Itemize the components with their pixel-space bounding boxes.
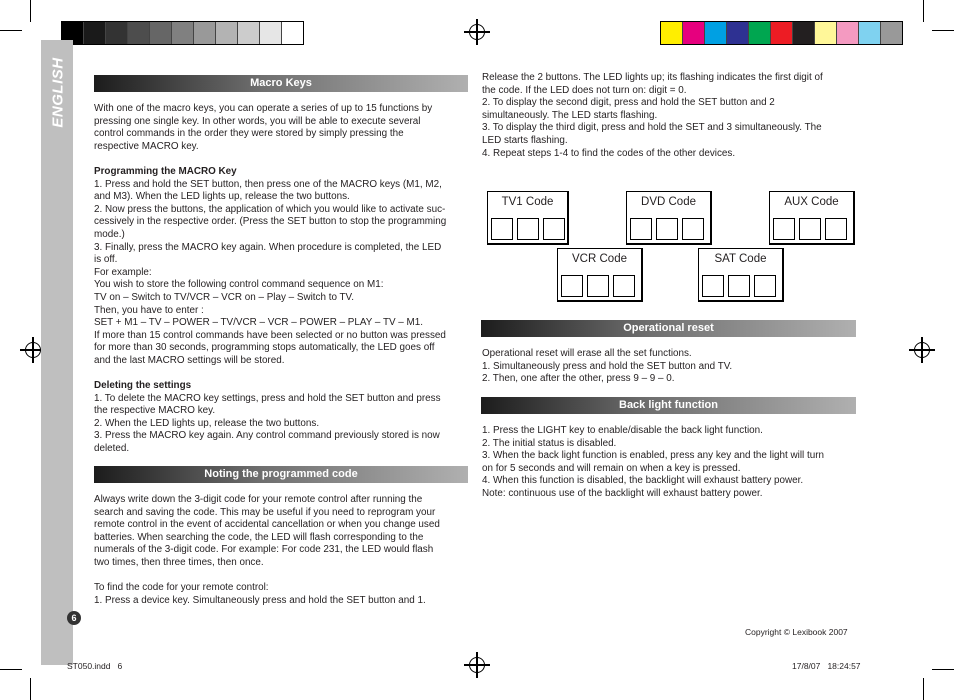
text-line: two times, then three times, then once. [94,556,264,568]
crop-mark [923,678,924,700]
dvd-code-box [626,191,712,245]
text-line: 1. Press and hold the SET button, then press one of the MACRO keys (M1, M2, [94,178,442,190]
digit-cell [543,218,565,240]
text-line: is off. [94,254,118,266]
text-line: To find the code for your remote control: [94,582,269,594]
code-box-label: VCR Code [572,253,627,265]
text-line: 2. When the LED lights up, release the two buttons. [94,417,320,429]
text-line: control commands in the order they were stored by simply pressing the [94,128,404,140]
digit-cell [613,275,635,297]
text-line: 1. Simultaneously press and hold the SET button and TV. [482,360,733,372]
grayscale-swatch-bar [61,21,304,45]
text-line: for more than 30 seconds, programming stops automatically, the LED goes off [94,342,435,354]
page-number: 6 [67,611,81,625]
digit-cell [728,275,750,297]
text-line: You wish to store the following control command sequence on M1: [94,279,384,291]
sat-code-box [698,248,784,302]
digit-cell [799,218,821,240]
crop-mark [932,30,954,31]
crop-mark [30,0,31,22]
text-line: respective MACRO key. [94,140,199,152]
text-line: Always write down the 3-digit code for your remote control after running the [94,494,423,505]
text-line: SET + M1 – TV – POWER – TV/VCR – VCR – POWER – PLAY – TV – M1. [94,317,424,329]
text-line: For example: [94,266,152,278]
text-line: 2. The initial status is disabled. [482,437,617,449]
text-line: 3. To display the third digit, press and hold the SET and 3 simultaneously. The [482,122,822,134]
text-line: 1. Press a device key. Simultaneously press and hold the SET button and 1. [94,594,426,606]
text-line: and M3). When the LED lights up, release the two buttons. [94,191,350,203]
text-line: on for 5 seconds and will remain on when a key is pressed. [482,462,741,474]
color-swatch [150,22,172,44]
crop-mark [0,30,22,31]
noting-code-text [94,494,474,607]
print-timestamp: 17/8/07 18:24:57 [792,661,861,671]
text-line: simultaneously. The LED starts flashing. [482,109,658,121]
text-line: TV on – Switch to TV/VCR – VCR on – Play – Switch to TV. [94,291,354,303]
digit-cell [656,218,678,240]
text-line: 3. Finally, press the MACRO key again. When procedure is completed, the LED [94,241,442,253]
text-line: 2. Now press the buttons, the application of which you would like to activate suc- [94,203,446,215]
color-swatch [771,22,793,44]
text-line: 1. Press the LIGHT key to enable/disable the back light function. [482,425,763,436]
text-line: numerals of the 3-digit code. For example: For code 231, the LED would flash [94,544,434,556]
back-light-text [482,425,862,501]
digit-cells [702,275,776,297]
text-line: and the last MACRO settings will be stored. [94,354,285,366]
text-line: search and saving the code. This may be useful if you need to reprogram your [94,506,436,518]
back-light-body [482,425,862,501]
digit-cell [702,275,724,297]
digit-cell [754,275,776,297]
color-swatch [172,22,194,44]
operational-reset-body [482,348,862,386]
text-line: 3. When the back light function is enabled, press any key and the light will turn [482,450,824,462]
digit-cell [517,218,539,240]
color-swatch [84,22,106,44]
code-box-label: DVD Code [641,196,696,208]
text-line: With one of the macro keys, you can operate a series of up to 15 functions by [94,103,433,114]
registration-mark-icon [469,24,485,40]
digit-cells [491,218,565,240]
deleting-title: Deleting the settings [94,380,192,392]
text-line: pressing one single key. In other words, you will be able to execute several [94,115,421,127]
noting-code-body [94,494,474,570]
copyright: Copyright © Lexibook 2007 [745,627,848,637]
section-heading-operational-reset: Operational reset [481,320,856,337]
digit-cells [773,218,847,240]
color-swatch [106,22,128,44]
text-line: remote control in the event of accidental cancellation or when you change used [94,519,440,531]
left-column-text [94,103,474,456]
digit-cells [561,275,635,297]
text-line: Release the 2 buttons. The LED lights up; its flashing indicates the first digit of [482,72,823,83]
text-line: cessively in the respective order. (Press the SET button to stop the programming [94,216,447,228]
language-label: ENGLISH [49,57,67,128]
text-line: deleted. [94,443,130,455]
text-line: If more than 15 control commands have been selected or no button was pressed [94,329,446,341]
text-line: 1. To delete the MACRO key settings, press and hold the SET button and press [94,392,441,404]
digit-cell [491,218,513,240]
operational-reset-text [482,348,862,386]
color-swatch [837,22,859,44]
language-tab [40,54,74,138]
color-swatch [859,22,881,44]
text-line: Operational reset will erase all the set functions. [482,348,692,359]
text-line: 2. Then, one after the other, press 9 – 9 – 0. [482,373,675,385]
registration-mark-icon [25,342,41,358]
color-swatch [793,22,815,44]
programming-title: Programming the MACRO Key [94,165,237,177]
aux-code-box [769,191,855,245]
digit-cell [825,218,847,240]
text-line: 2. To display the second digit, press and hold the SET button and 2 [482,97,775,109]
registration-mark-icon [914,342,930,358]
text-line: the code. If the LED does not turn on: digit = 0. [482,84,687,96]
tv1-code-box [487,191,569,245]
vcr-code-box [557,248,643,302]
text-line: mode.) [94,228,125,240]
code-box-label: TV1 Code [501,196,554,208]
color-swatch [705,22,727,44]
macro-intro [94,103,474,153]
code-box-label: AUX Code [784,196,839,208]
right-column-text [482,72,862,160]
color-swatch [727,22,749,44]
continued-steps [482,72,862,160]
crop-mark [923,0,924,22]
color-swatch [683,22,705,44]
color-swatch [238,22,260,44]
text-line: Note: continuous use of the backlight will exhaust battery power. [482,487,763,499]
text-line: 4. Repeat steps 1-4 to find the codes of the other devices. [482,147,736,159]
color-swatch-bar [660,21,903,45]
digit-cell [630,218,652,240]
text-line: LED starts flashing. [482,134,568,146]
deleting-steps [94,393,474,456]
color-swatch [815,22,837,44]
code-box-label: SAT Code [714,253,767,265]
file-slug: ST050.indd 6 [67,661,123,671]
color-swatch [881,22,902,44]
text-line: batteries. When searching the code, the LED will flash corresponding to the [94,531,424,543]
find-code-steps [94,582,474,607]
color-swatch [260,22,282,44]
crop-mark [932,669,954,670]
section-heading-noting-code: Noting the programmed code [94,466,468,483]
text-line: 3. Press the MACRO key again. Any control command previously stored is now [94,430,440,442]
color-swatch [282,22,303,44]
digit-cell [587,275,609,297]
digit-cell [561,275,583,297]
programming-steps [94,179,474,368]
digit-cell [682,218,704,240]
color-swatch [128,22,150,44]
text-line: 4. When this function is disabled, the backlight will exhaust battery power. [482,475,804,487]
text-line: Then, you have to enter : [94,304,204,316]
text-line: the respective MACRO key. [94,405,216,417]
digit-cell [773,218,795,240]
digit-cells [630,218,704,240]
crop-mark [0,669,22,670]
color-swatch [216,22,238,44]
registration-mark-icon [469,657,485,673]
color-swatch [194,22,216,44]
color-swatch [661,22,683,44]
section-heading-back-light: Back light function [481,397,856,414]
color-swatch [749,22,771,44]
section-heading-macro-keys: Macro Keys [94,75,468,92]
crop-mark [30,678,31,700]
